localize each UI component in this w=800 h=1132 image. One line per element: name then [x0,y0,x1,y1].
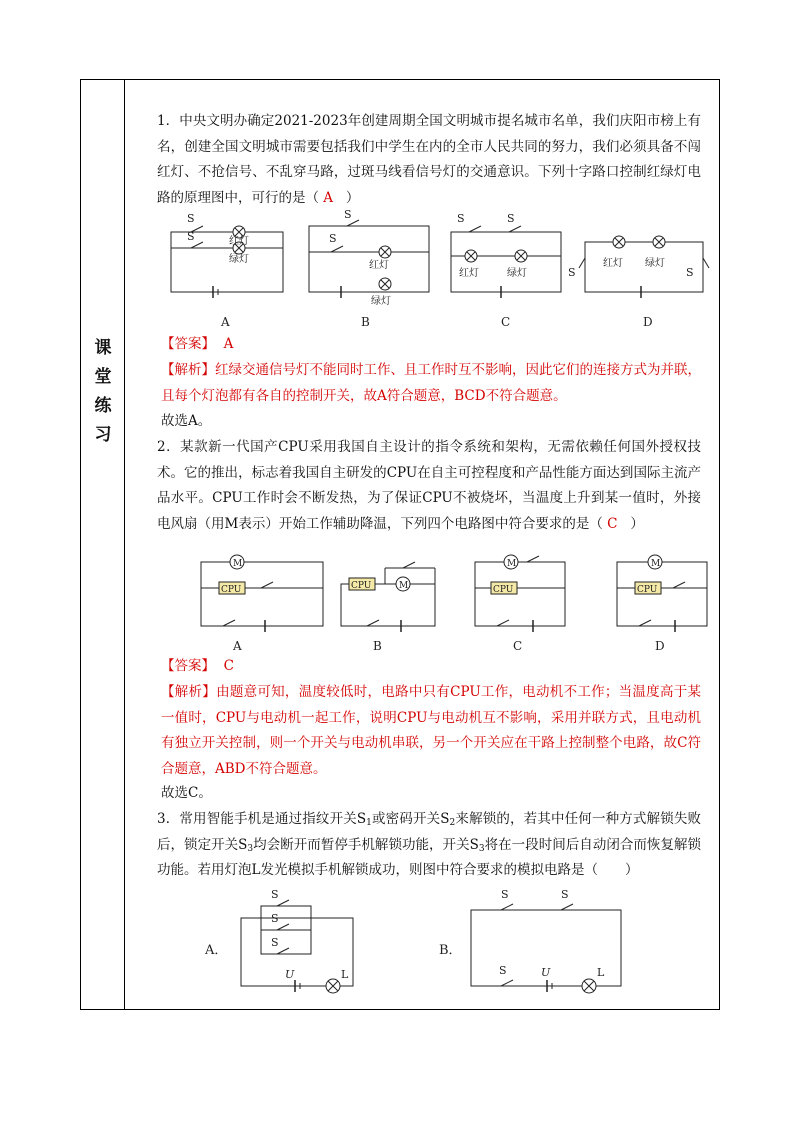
motor-label-b: M [399,581,409,591]
label-red-b: 红灯 [369,260,389,271]
q3-text-e: 将在一段时间后自动闭合而恢复解锁功能。若用灯泡L发光模拟手机解锁成功，则图中符合要求的模拟电路是（ ） [157,836,702,878]
question-1-analysis [161,358,701,409]
label-s-b3: S [561,888,569,901]
question-2-stem: 2．某款新一代国产CPU采用我国自主设计的指令系统和架构，无需依赖任何国外授权技术。它的推出，标志着我国自主研发的CPU在自主可控程度和产品性能方面达到国际主流产品水平。CPU工作时会不断发热，为了保证CPU不被烧坏，当温度上升到某一值时，外接电风扇（用M表示）开始工作辅助降温，下列四个电路图中符合要求的是（ [157,439,701,532]
label-red-c: 红灯 [459,268,479,279]
option-label-b: B [361,315,370,329]
question-2-inline-answer: C [607,515,618,532]
q3-sub-d: 3 [478,843,485,854]
label-s1: S [187,212,195,225]
cpu-label-c: CPU [493,585,514,595]
option-label-q3-b: B． [439,943,462,958]
cpu-label-b: CPU [351,581,372,591]
section-column [81,80,125,1009]
option-label-q2-a: A [233,639,242,653]
question-2-text [157,435,701,537]
question-1-conclusion: 故选A。 [161,413,212,429]
q3-sub-c: 3 [247,843,254,854]
question-3-text [157,807,701,884]
option-label-q2-c: C [513,639,523,653]
label-green-b: 绿灯 [371,296,391,307]
q3-text-b: 或密码开关S [371,811,450,827]
question-1-stem: 1．中央文明办确定2021-2023年创建周期全国文明城市提名城市名单，我们庆阳市榜上有名，创建全国文明城市需要包括我们中学生在内的全市人民共同的努力，我们必须具备不闯红灯、不抢信号、不乱穿马路，过斑马线看信号灯的交通意识。下列十字路口控制红绿灯电路的原理图中，可行的是（ [157,113,701,206]
option-label-q3-a: A． [205,943,228,958]
label-l-a: L [341,968,349,981]
circuit-q1-d [568,236,709,329]
q3-text-d: 均会断开而暂停手机解锁功能，开关S [253,836,479,853]
label-s-b1: S [499,964,507,977]
circuit-q2-d [617,555,707,653]
question-1-close: ） [345,189,360,206]
motor-label-a: M [233,559,243,569]
circuit-q2-a [201,555,323,653]
label-s2-c: S [507,212,515,225]
question-1-figure [161,210,721,330]
option-label-a: A [221,315,230,329]
label-green-c: 绿灯 [507,268,527,279]
question-1-text [157,109,701,211]
circuit-q2-c [475,555,565,653]
answer-value-2: C [223,658,234,674]
label-s1-c: S [457,212,465,225]
cpu-label-d: CPU [637,585,658,595]
q3-sub-a: 1 [366,818,372,828]
option-label-c: C [501,315,511,329]
label-s2-d: S [686,266,694,279]
label-s1-d: S [568,266,576,279]
analysis-label: 【解析】 [161,362,215,378]
question-1-answer [161,332,701,358]
label-u-b: U [541,966,551,979]
option-label-q2-d: D [655,639,665,653]
question-3-figure [161,880,721,1004]
label-red: 红灯 [229,236,249,247]
label-s2: S [187,230,195,243]
exercise-content [125,80,719,1009]
option-label-d: D [643,315,653,329]
label-green-d: 绿灯 [645,258,665,269]
question-1-inline-answer: A [323,189,334,206]
q3-text-a: 3．常用智能手机是通过指纹开关S [157,811,367,827]
label-s-b2: S [501,888,509,901]
label-red-d: 红灯 [603,258,623,269]
analysis-text-2: 由题意可知，温度较低时，电路中只有CPU工作，电动机不工作；当温度高于某一值时，CPU与电动机一起工作，说明CPU与电动机互不影响，采用并联方式，且电动机有独立开关控制，则一个开关与电动机串联，另一个开关应在干路上控制整个电路，故C符合题意，ABD不符合题意。 [161,684,701,777]
circuit-q1-a [171,212,283,329]
label-green: 绿灯 [229,254,249,265]
section-label: 课堂练习 [94,338,112,445]
answer-value: A [223,336,234,352]
label-s-a2: S [271,912,279,925]
question-2-close: ） [630,515,644,532]
answer-label: 【答案】 [161,336,215,352]
circuit-q1-b [309,210,429,329]
analysis-label-2: 【解析】 [161,684,217,700]
q3-sub-b: 2 [449,818,456,828]
label-l-b: L [597,966,605,979]
q3-text-c: 来解锁的，若其中任何一种方式解锁失败后，锁定开关S [157,811,702,853]
exercise-table [80,79,720,1010]
question-2-answer [161,654,701,680]
cpu-label-a: CPU [221,585,242,595]
motor-label-d: M [651,559,661,569]
label-s-a3: S [271,936,279,949]
analysis-text: 红绿交通信号灯不能同时工作、且工作时互不影响，因此它们的连接方式为并联，且每个灯泡都有各自的控制开关，故A符合题意，BCD不符合题意。 [161,362,701,404]
circuit-q3-a [204,888,353,993]
question-2-analysis [161,680,701,782]
option-label-q2-b: B [373,639,382,653]
label-u-a: U [285,968,295,981]
label-s2-b: S [329,232,337,245]
circuit-q3-b [439,888,621,993]
label-s1-b: S [344,210,352,221]
circuit-q1-c [451,212,561,329]
answer-label-2: 【答案】 [161,658,215,674]
label-s-a1: S [271,888,279,901]
question-2-figure [161,542,721,654]
question-2-conclusion: 故选C。 [161,785,212,801]
circuit-q2-b [341,562,435,653]
motor-label-c: M [507,559,517,569]
